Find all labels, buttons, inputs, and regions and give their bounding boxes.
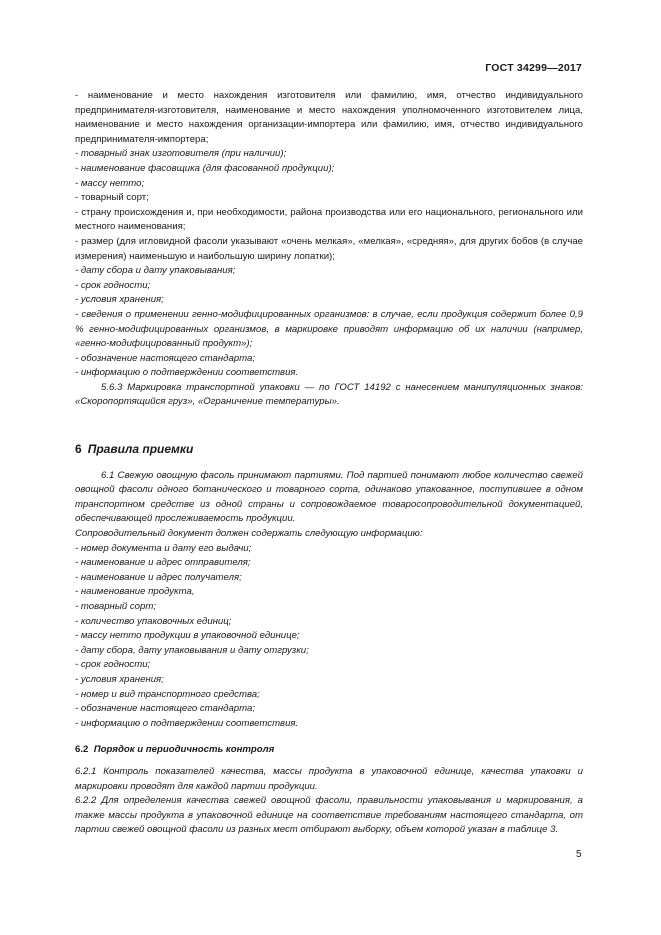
list-item: - условия хранения; [75, 294, 164, 306]
list-item: - страну происхождения и, при необходимости, района производства или его национального, регионального или местного наименования; [75, 206, 583, 233]
list-item: - наименование фасовщика (для фасованной продукции); [75, 162, 335, 174]
list-item: - срок годности; [75, 659, 151, 671]
list-item: - номер и вид транспортного средства; [75, 688, 260, 700]
section-title: Правила приемки [87, 442, 194, 457]
list-item: - наименование и адрес отправителя; [75, 557, 251, 569]
list-item: - номер документа и дату его выдачи; [75, 542, 252, 554]
list-item: - массу нетто продукции в упаковочной единице; [75, 630, 300, 642]
subsection-number: 6.2 [75, 744, 89, 756]
paragraph-accompanying-document: Сопроводительный документ должен содержать следующую информацию: [75, 528, 423, 540]
list-item: - наименование и место нахождения изготовителя или фамилию, имя, отчество индивидуального предпринимателя-изготовителя, наименование и место нахождения уполномоченного изготовителем лица, наименование и место нахождения организации-импортера или фамилию, имя, отчество индивидуального предпринимателя-импортера; [75, 90, 583, 145]
subsection-title: Порядок и периодичность контроля [93, 744, 275, 756]
paragraph-6-2-2: 6.2.2 Для определения качества свежей овощной фасоли, правильности упаковывания и маркирования, а также массы продукта в упаковочной единице на соответствие требованиям настоящего стандарта, от партии свежей овощной фасоли из разных мест отбирают выборку, объем которой указан в таблице 3. [75, 795, 583, 836]
document-code-header: ГОСТ 34299—2017 [485, 62, 582, 74]
document-info-list [75, 542, 583, 732]
list-item: - количество упаковочных единиц; [75, 615, 232, 627]
paragraph-6-2-1: 6.2.1 Контроль показателей качества, массы продукта в упаковочной единице, качества упаковки и маркировки проводят для каждой партии продукции. [75, 765, 583, 792]
marking-list [75, 89, 583, 381]
paragraph-6-1: 6.1 Свежую овощную фасоль принимают партиями. Под партией понимают любое количество свежей овощной фасоли одного ботанического и товарного сорта, одинаково упакованное, поступившее в одном транспортном средстве из одной страны и сопровождаемое товаросопроводительной документацией, обеспечивающей прослеживаемость продукции. [75, 469, 583, 525]
list-item: - срок годности; [75, 279, 151, 291]
section-number: 6 [75, 442, 82, 457]
section-6-heading [75, 442, 583, 457]
list-item: - сведения о применении генно-модифицированных организмов: в случае, если продукция содержит более 0,9 % генно-модифицированных организмов, в маркировке приводят информацию об их наличии (например, «генно-модифицированный продукт»); [75, 308, 583, 350]
list-item: - условия хранения; [75, 673, 164, 685]
list-item: - информацию о подтверждении соответствия. [75, 367, 299, 379]
list-item: - наименование и адрес получателя; [75, 571, 242, 583]
list-item: - размер (для игловидной фасоли указывают «очень мелкая», «мелкая», «средняя», для других бобов (в случае измерения) наименьшую и наибольшую ширину лопатки); [75, 235, 583, 262]
list-item: - товарный сорт; [75, 192, 149, 204]
list-item: - дату сбора и дату упаковывания; [75, 265, 236, 277]
paragraph-5-6-3: 5.6.3 Маркировка транспортной упаковки — по ГОСТ 14192 с нанесением манипуляционных знаков: «Скоропортящийся груз», «Ограничение температуры». [75, 381, 583, 408]
list-item: - обозначение настоящего стандарта; [75, 703, 255, 715]
page-number: 5 [576, 849, 582, 860]
list-item: - обозначение настоящего стандарта; [75, 352, 255, 364]
list-item: - информацию о подтверждении соответствия. [75, 717, 299, 729]
list-item: - наименование продукта, [75, 586, 195, 598]
list-item: - дату сбора, дату упаковывания и дату отгрузки; [75, 644, 309, 656]
list-item: - товарный сорт; [75, 601, 157, 612]
list-item: - товарный знак изготовителя (при наличии); [75, 148, 287, 160]
page-body [75, 89, 583, 838]
subsection-6-2-heading [75, 743, 583, 758]
list-item: - массу нетто; [75, 177, 145, 189]
